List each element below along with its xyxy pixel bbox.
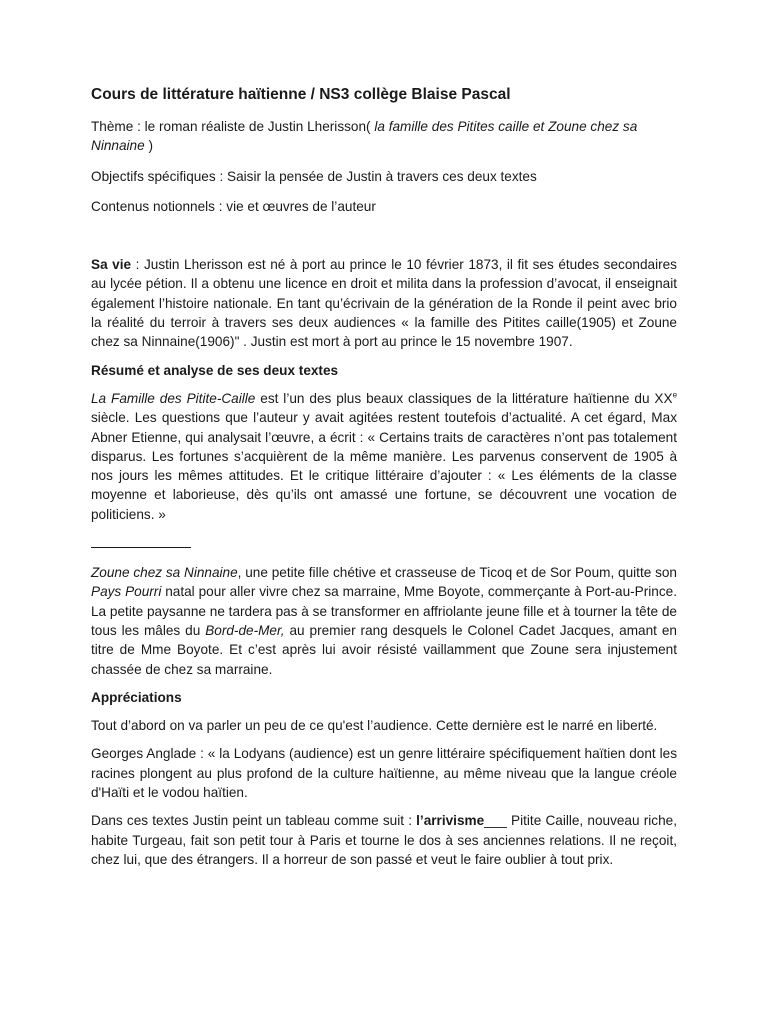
vie-paragraph (91, 255, 677, 351)
tableau-text-1: Dans ces textes Justin peint un tableau comme suit : (91, 813, 417, 829)
vie-label: Sa vie (91, 257, 132, 273)
arrivisme-label: l’arrivisme (416, 813, 485, 829)
theme-line (91, 117, 677, 156)
famille-paragraph (91, 389, 677, 524)
theme-works-title: la famille des Pitites caille et Zoune chez sa Ninnaine (91, 119, 638, 154)
contenus-line: Contenus notionnels : vie et œuvres de l’auteur (91, 198, 376, 214)
zoune-title: Zoune chez sa Ninnaine (91, 565, 238, 581)
zoune-bord-de-mer: Bord-de-Mer, (205, 622, 285, 638)
resume-heading: Résumé et analyse de ses deux textes (91, 362, 339, 378)
zoune-text-3: au premier rang desquels le Colonel Cadet Jacques, amant en titre de Mme Boyote. Et c’est après lui avoir résisté vaillamment que Zoune sera injustement chassée de chez sa marraine. (91, 622, 677, 677)
tableau-blank: ___ (484, 813, 507, 829)
tableau-text-2: Pitite Caille, nouveau riche, habite Turgeau, fait son petit tour à Paris et tourne le dos à ses anciennes relations. Il ne reçoit, chez lui, que des étrangers. Il a horreur de son passé et veut le faire oublier à tout prix. (91, 813, 677, 867)
separator-line (91, 534, 677, 553)
zoune-paragraph (91, 563, 677, 679)
century-superscript: e (672, 390, 678, 400)
famille-title: La Famille des Pitite-Caille (91, 390, 256, 406)
zoune-text-1: , une petite fille chétive et crasseuse de Ticoq et de Sor Poum, quitte son (237, 565, 677, 581)
audience-paragraph: Tout d’abord on va parler un peu de ce qu'est l’audience. Cette dernière est le narré en liberté. (91, 718, 658, 734)
document-title: Cours de littérature haïtienne / NS3 collège Blaise Pascal (91, 86, 511, 103)
theme-prefix: Thème : le roman réaliste de Justin Lherisson( (91, 119, 375, 134)
zoune-text-2: natal pour aller vivre chez sa marraine, Mme Boyote, commerçante à Port-au-Prince. La petite paysanne ne tardera pas à se transformer en affriolante jeune fille et à tourner la tête de tous les mâles du (91, 584, 677, 638)
appreciations-heading: Appréciations (91, 689, 182, 705)
famille-text-1: est l’un des plus beaux classiques de la littérature haïtienne du XX (255, 390, 673, 406)
theme-suffix: ) (144, 138, 153, 154)
zoune-pays-pourri: Pays Pourri (91, 584, 162, 600)
vie-text: : Justin Lherisson est né à port au prince le 10 février 1873, il fit ses études secondaires au lycée pétion. Il a obtenu une licence en droit et milita dans la profession d’avocat, il enseignait également l’histoire nationale. En tant qu’écrivain de la génération de la Ronde il peint avec brio la réalité du terroir à travers ses deux audiences « la famille des Pitites caille(1905) et Zoune chez sa Ninnaine(1906)" . Justin est mort à port au prince le 15 novembre 1907. (91, 257, 677, 350)
tableau-paragraph (91, 811, 677, 869)
famille-text-2: siècle. Les questions que l’auteur y avait agitées restent toutefois d’actualité. A cet égard, Max Abner Etienne, qui analysait l’œuvre, a écrit : « Certains traits de caractères n’ont pas totalement disparus. Les fortunes s’acquièrent de la même manière. Les parvenus conservent de 1905 à nos jours les mêmes attitudes. Et le critique littéraire d’ajouter : « Les éléments de la classe moyenne et laborieuse, dès qu’ils ont amassé une fortune, se découvrent une vocation de politiciens. » (91, 410, 677, 522)
anglade-paragraph: Georges Anglade : « la Lodyans (audience) est un genre littéraire spécifiquement haïtien dont les racines plongent au plus profond de la culture haïtienne, au même niveau que la langue créole d'Haïti et le vodou haïtien. (91, 746, 677, 801)
objectifs-line: Objectifs spécifiques : Saisir la pensée de Justin à travers ces deux textes (91, 168, 537, 184)
